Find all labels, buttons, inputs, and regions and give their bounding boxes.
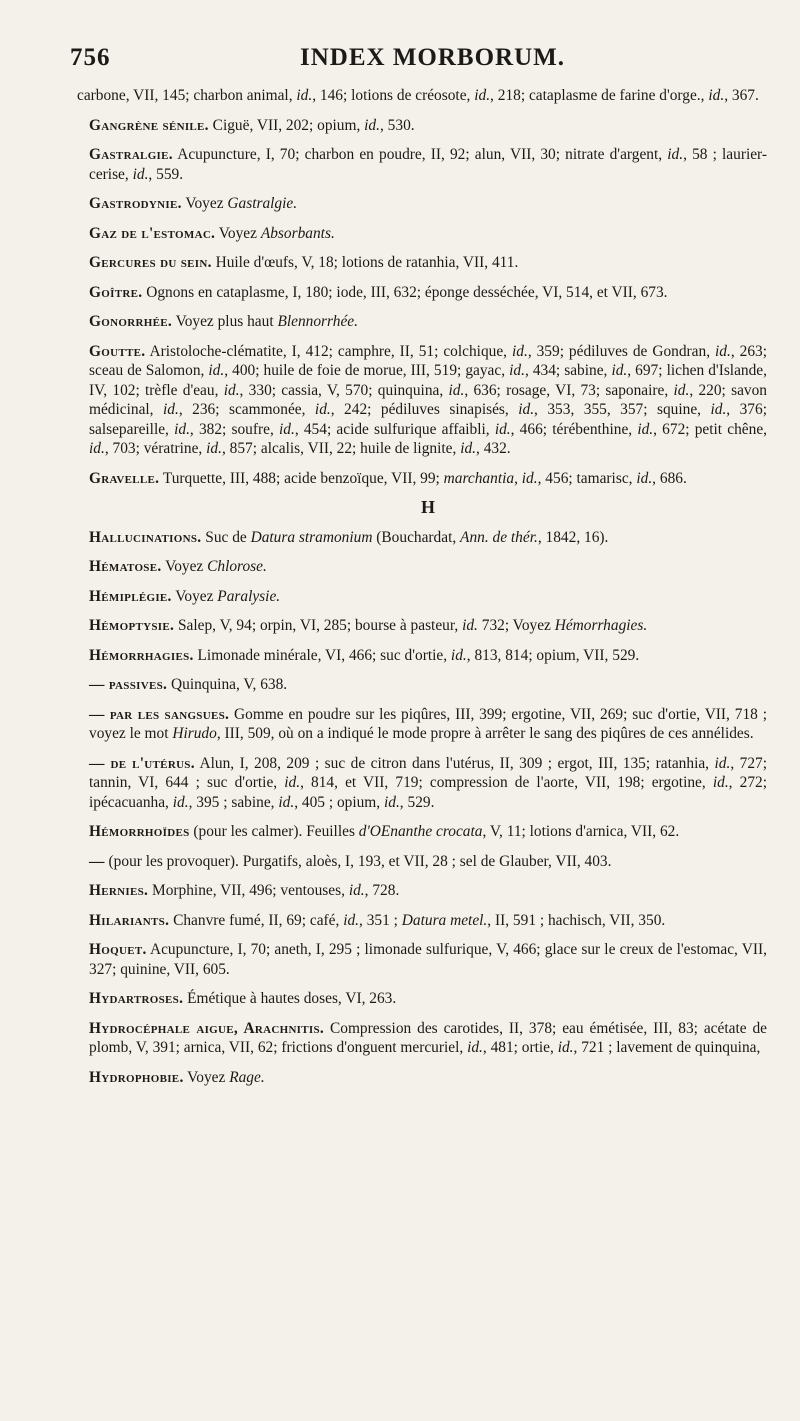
italic-text: Hirudo [172,725,217,742]
entry-text: Ognons en cataplasme, I, 180; iode, III, 632; éponge desséchée, VI, 514, et VII, 673. [142,283,668,301]
entry-text: , 330; cassia, V, 570; quinquina, [239,381,449,399]
italic-text: id. [474,87,491,104]
italic-text: id. [511,342,528,360]
entry-text: Voyez [183,1068,230,1086]
entry-text: , II, 591 ; hachisch, VII, 350. [487,911,666,929]
entry-text: , 703; vératrine, [104,440,207,457]
italic-text: Absorbants. [260,224,335,242]
italic-text: id. [667,146,684,163]
index-entry [89,283,767,303]
entry-text: Turquette, III, 488; acide benzoïque, VII, 99; [159,469,444,487]
italic-text: Datura stramonium [250,528,373,546]
italic-text: id. [710,401,727,418]
entry-text: , 697; lichen d'Islande, IV, 102; trèfle d'eau, [89,362,767,399]
entry-text: , [514,469,522,487]
index-entry [89,312,767,332]
italic-text: Hémorrhagies. [554,617,648,634]
entry-text: (Bouchardat, [372,528,461,546]
section-letter: H [420,497,435,517]
entry-text: Voyez [171,587,218,605]
page-number: 756 [70,44,111,71]
entry-text: Aristoloche-clématite, I, 412; camphre, II, 51; colchique, [145,342,512,360]
italic-text: id. [383,793,400,811]
running-title: INDEX MORBORUM. [300,44,565,71]
entry-text: Limonade minérale, VI, 466; suc d'ortie, [193,646,451,664]
entry-text: Voyez plus haut [172,313,278,330]
entry-text: , 530. [379,116,415,134]
italic-text: id. [521,469,538,487]
italic-text: id. [611,362,628,379]
italic-text: id. [296,87,313,104]
index-entry [89,881,767,901]
entry-text: Gomme en poudre sur les piqûres, III, 399; ergotine, VII, 269; suc d'ortie, VII, 718 ; voyez le mot [89,705,767,742]
index-body [77,86,768,1097]
italic-text: id. [714,754,731,772]
entry-term: — par les sangsues. [89,705,230,723]
italic-text: Ann. de thér. [460,528,538,546]
italic-text: id. [462,617,478,634]
italic-text: id. [509,362,525,379]
italic-text: marchantia [443,469,515,487]
entry-text: Acupuncture, I, 70; charbon en poudre, II, 92; alun, VII, 30; nitrate d'argent, [172,146,668,163]
italic-text: id. [348,882,365,899]
index-entry [89,116,767,136]
entry-text: Suc de [201,528,251,546]
italic-text: id. [637,420,654,438]
entry-term: — [89,852,105,870]
italic-text: id. [708,87,725,104]
index-entry [89,145,767,184]
entry-text: , 220; savon médicinal, [89,381,767,418]
page-header [0,44,800,84]
italic-text: id. [279,420,295,438]
entry-text: , 395 ; sabine, [188,793,279,811]
entry-text: , 481; ortie, [482,1039,558,1056]
entry-text: (pour les provoquer). Purgatifs, aloès, I, 193, et VII, 28 ; sel de Glauber, VII, 403. [104,852,612,870]
italic-text: Paralysie. [217,587,281,605]
italic-text: Blennorrhée. [277,313,358,330]
italic-text: id. [343,911,360,929]
entry-text: , 466; térébenthine, [510,420,638,438]
entry-text: carbone, VII, 145; charbon animal, [77,87,297,104]
entry-text: 732; Voyez [477,617,555,634]
entry-term: Hémoptysie. [89,617,175,634]
italic-text: id. [89,440,105,457]
entry-term: Gercures du sein. [89,254,212,271]
index-entry [89,1068,767,1088]
entry-text: , 456; tamarisc, [537,469,637,487]
index-entry [89,675,767,695]
entry-text: , 353, 355, 357; squine, [534,401,711,418]
entry-text: , 1842, 16). [537,528,609,546]
italic-text: id. [673,381,690,399]
entry-text: Voyez [215,224,261,242]
italic-text: Gastralgie. [227,195,298,212]
italic-text: id. [364,116,380,134]
entry-text: , 218; cataplasme de farine d'orge., [490,87,709,104]
entry-term: Hydartroses. [89,990,184,1007]
italic-text: id. [223,381,240,399]
italic-text: Datura metel. [401,911,488,929]
entry-term: Gastrodynie. [89,195,182,212]
entry-term: Hilariants. [89,911,170,929]
entry-text: , 454; acide sulfurique affaibli, [294,420,495,438]
entry-term: Hémorrhagies. [89,646,194,664]
entry-text: , 857; alcalis, VII, 22; huile de lignite, [221,440,461,457]
entry-text: , 529. [399,793,435,811]
entry-term: Gravelle. [89,469,160,487]
index-entry [89,587,767,607]
italic-text: id. [467,1039,483,1056]
entries-h [89,528,767,1088]
italic-text: id. [284,774,301,791]
entry-text: , 814, et VII, 719; compression de l'aorte, VII, 198; ergotine, [300,774,713,791]
italic-text: id. [460,440,477,457]
entry-text: , 559. [148,165,184,183]
entry-text: , 672; petit chêne, [653,420,767,438]
entry-text: , 813, 814; opium, VII, 529. [466,646,640,664]
italic-text: id. [314,401,331,418]
entry-term: Hémorrhoïdes [89,823,190,840]
italic-text: id. [715,342,731,360]
entry-text: Voyez [161,558,208,575]
index-entry [89,852,767,872]
italic-text: id. [163,401,179,418]
entry-text: Alun, I, 208, 209 ; suc de citron dans l'utérus, II, 309 ; ergot, III, 135; ratanhia, [194,754,715,772]
entry-text: , 236; scammonée, [178,401,315,418]
italic-text: id. [278,793,295,811]
entry-text: , 367. [724,87,759,104]
entry-term: — de l'utérus. [89,754,195,772]
italic-text: Chlorose. [207,558,267,575]
entry-term: Hématose. [89,558,162,575]
entry-text: , 728. [364,882,400,899]
italic-text: id. [132,165,149,183]
italic-text: Rage. [229,1068,265,1086]
entry-text: (pour les calmer). Feuilles [189,823,359,840]
entry-text: Chanvre fumé, II, 69; café, [169,911,344,929]
italic-text: id. [712,774,729,791]
italic-text: id. [208,362,225,379]
italic-text: id. [494,420,511,438]
entry-term: Gastralgie. [89,146,173,163]
entry-term: Hémiplégie. [89,587,172,605]
entry-text: , 400; huile de foie de morue, III, 519; gayac, [224,362,510,379]
entry-text: , 146; lotions de créosote, [312,87,475,104]
index-entry [89,911,767,931]
entry-text: Huile d'œufs, V, 18; lotions de ratanhia, VII, 411. [211,254,519,271]
entry-text: Émétique à hautes doses, VI, 263. [183,990,397,1007]
entry-text: , 686. [652,469,687,487]
entry-text: , 376; salsepareille, [89,401,767,438]
entry-term: — passives. [89,676,168,693]
italic-text: id. [450,646,467,664]
entry-text: , 359; pédiluves de Gondran, [527,342,715,360]
entry-text: , 636; rosage, VI, 73; saponaire, [464,381,674,399]
entry-term: Hernies. [89,882,149,899]
entry-text: Quinquina, V, 638. [167,676,288,693]
entry-text: , 272; ipécacuanha, [89,774,768,811]
entries-g [89,116,767,489]
entry-text: , III, 509, où on a indiqué le mode propre à arrêter le sang des piqûres de ces annélides. [216,725,754,742]
entry-text: Salep, V, 94; orpin, VI, 285; bourse à pasteur, [174,617,463,634]
entry-text: , 382; soufre, [189,420,279,438]
entry-term: Hoquet. [89,941,147,958]
entry-text: , 721 ; lavement de quinquina, [573,1039,761,1056]
entry-term: Hydrophobie. [89,1068,184,1086]
index-entry [89,253,767,273]
entry-text: Ciguë, VII, 202; opium, [208,116,365,134]
entry-term: Gonorrhée. [89,313,172,330]
index-entry [89,194,767,214]
index-entry [89,469,767,489]
entry-text: Compression des carotides, II, 378; eau émétisée, III, 83; acétate de plomb, V, 391; arnica, VII, 62; frictions d'onguent mercuriel, [89,1019,768,1056]
entry-text: , 263; sceau de Salomon, [89,342,767,379]
index-entry [89,754,767,813]
entry-text: Voyez [181,195,228,212]
index-entry [89,224,767,244]
index-entry [89,342,767,459]
index-entry [89,646,767,666]
entry-term: Goître. [89,283,143,301]
entry-text: , 432. [476,440,511,457]
index-entry [89,822,767,842]
index-entry [89,705,767,744]
italic-text: id. [206,440,222,457]
italic-text: d'OEnanthe crocata [358,823,483,840]
italic-text: id. [518,401,535,418]
entry-term: Goutte. [89,342,146,360]
entry-text: , 727; tannin, VI, 644 ; suc d'ortie, [89,754,767,791]
index-entry [89,557,767,577]
entry-text: , 242; pédiluves sinapisés, [330,401,519,418]
entry-text: Morphine, VII, 496; ventouses, [148,882,349,899]
index-entry [89,989,767,1009]
italic-text: id. [172,793,189,811]
index-entry [89,1019,767,1058]
index-entry [89,940,767,979]
entry-text: , 434; sabine, [524,362,612,379]
entry-text: , 351 ; [359,911,402,929]
entry-term: Gaz de l'estomac. [89,224,216,242]
italic-text: id. [174,420,190,438]
index-entry [89,616,767,636]
entry-term: Gangrène sénile. [89,116,209,134]
entry-text: , 405 ; opium, [294,793,384,811]
entry-text: Acupuncture, I, 70; aneth, I, 295 ; limonade sulfurique, V, 466; glace sur le creux de l'estomac, VII, 327; quinine, VII, 605. [89,941,767,978]
index-entry [89,528,767,548]
entry-term: Hallucinations. [89,528,202,546]
entry-text: , 58 ; laurier-cerise, [89,146,767,183]
italic-text: id. [448,381,465,399]
continued-entry [77,86,767,106]
italic-text: id. [636,469,653,487]
italic-text: id. [557,1039,574,1056]
entry-term: Hydrocéphale aigue, Arachnitis. [89,1019,325,1037]
entry-text: , V, 11; lotions d'arnica, VII, 62. [482,823,680,840]
